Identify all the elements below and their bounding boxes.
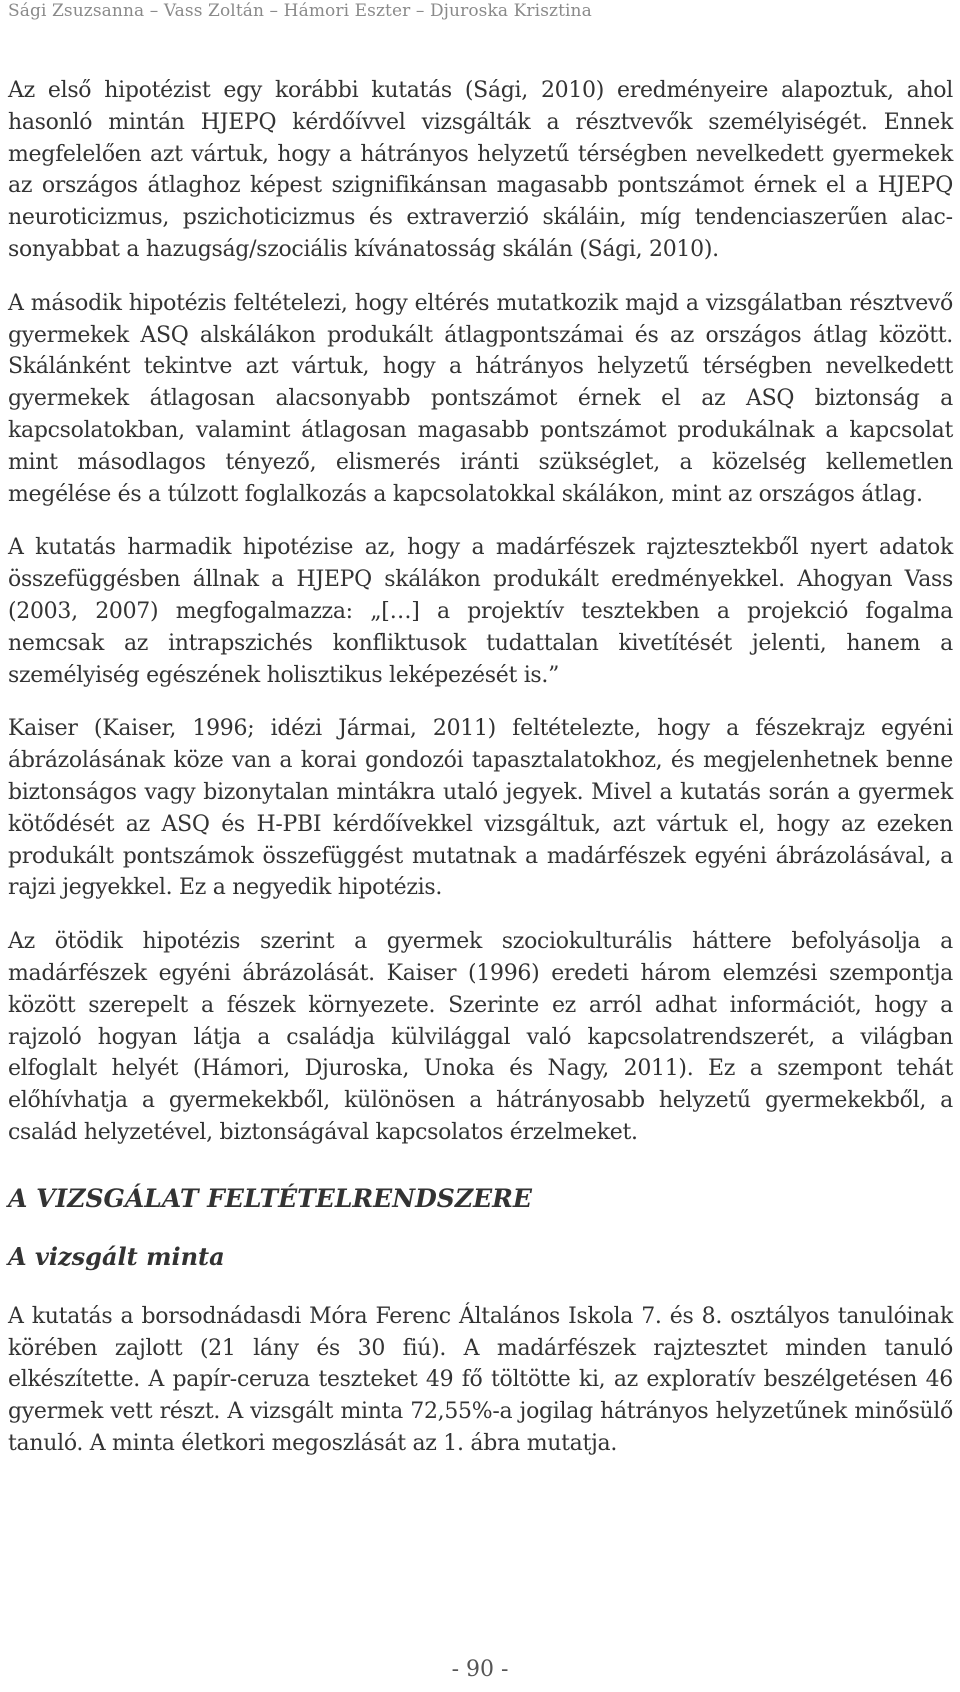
paragraph-hypothesis-4: Kaiser (Kaiser, 1996; idézi Jármai, 2011) feltételezte, hogy a fészekrajz egyéni ábrázolásának köze van a korai gondozói tapasztalatokhoz, és megjelenhetnek benne biztonságos vagy bizonytalan mintákra utaló jegyek. Mivel a kutatás során a gyermek kötődését az ASQ és H-PBI kérdőívekkel vizsgáltuk, azt vártuk el, hogy az ezeken produkált pontszámok összefüggést mutatnak a madárfészek egyéni ábrázolásával, a rajzi jegyekkel. Ez a negyedik hipotézis. [8,716,953,901]
page-body [8,75,953,1460]
section-heading: A VIZSGÁLAT FELTÉTELRENDSZERE [8,1183,532,1213]
subsection-heading: A vizsgált minta [8,1241,225,1271]
paragraph-sample: A kutatás a borsodnádasdi Móra Ferenc Általános Iskola 7. és 8. osztályos tanulóinak körében zajlott (21 lány és 30 fiú). A madárfészek rajztesztet minden tanuló elkészítette. A papír-ceruza teszteket 49 fő töltötte ki, az exploratív beszélgetésen 46 gyermek vett részt. A vizsgált minta 72,55%-a jogilag hátrányos helyzetűnek minősülő tanuló. A minta életkori megoszlását az 1. ábra mutatja. [8,1303,953,1456]
page-number: - 90 - [451,1657,509,1682]
running-header: Sági Zsuzsanna – Vass Zoltán – Hámori Eszter – Djuroska Krisztina [8,1,592,21]
paragraph-hypothesis-1: Az első hipotézist egy korábbi kutatás (Sági, 2010) eredményeire alapoztuk, ahol hasonló mintán HJEPQ kérdőívvel vizsgálták a résztvevők személyiségét. Ennek megfelelően azt vártuk, hogy a hátrányos helyzetű térségben nevelkedett gyermekek az országos átlaghoz képest szignifikánsan magasabb pontszámot érnek el a HJEPQ neuroticizmus, pszichoticizmus és extraverzió skáláin, míg tendenciaszerűen alacsonyabbat a hazugság/szociális kívánatosság skálán (Sági, 2010). [8,78,953,262]
paragraph-hypothesis-2: A második hipotézis feltételezi, hogy eltérés mutatkozik majd a vizsgálatban résztvevő gyermekek ASQ alskálákon produkált átlagpontszámai és az országos átlag között. Skálánként tekintve azt vártuk, hogy a hátrányos helyzetű térségben nevelkedett gyermekek átlagosan alacsonyabb pontszámot érnek el az ASQ biztonság a kapcsolatokban, valamint átlagosan magasabb pontszámot produkálnak a kapcsolat mint másodlagos tényező, elismerés iránti szükséglet, a közelség kellemetlen megélése és a túlzott foglalkozás a kapcsolatokkal skálákon, mint az országos átlag. [8,290,953,507]
paragraph-hypothesis-5: Az ötödik hipotézis szerint a gyermek szociokulturális háttere befolyásolja a madárfészek egyéni ábrázolását. Kaiser (1996) eredeti három elemzési szempontja között szerepelt a fészek környezete. Szerinte ez arról adhat információt, hogy a rajzoló hogyan látja a családja külvilággal való kapcsolatrendszerét, a világban elfoglalt helyét (Hámori, Djuroska, Unoka és Nagy, 2011). Ez a szempont tehát előhívhatja a gyermekekből, különösen a hátrányosabb helyzetű gyermekekből, a család helyzetével, biztonságával kapcsolatos érzelmeket. [8,929,953,1145]
paragraph-hypothesis-3: A kutatás harmadik hipotézise az, hogy a madárfészek rajztesztekből nyert adatok összefüggésben állnak a HJEPQ skálákon produkált eredményekkel. Ahogyan Vass (2003, 2007) megfogalmazza: „[…] a projektív tesztekben a projekció fogalma nemcsak az intrapszichés konfliktusok tudattalan kivetítését jelenti, hanem a személyiség egészének holisztikus leképezését is.” [8,535,953,688]
